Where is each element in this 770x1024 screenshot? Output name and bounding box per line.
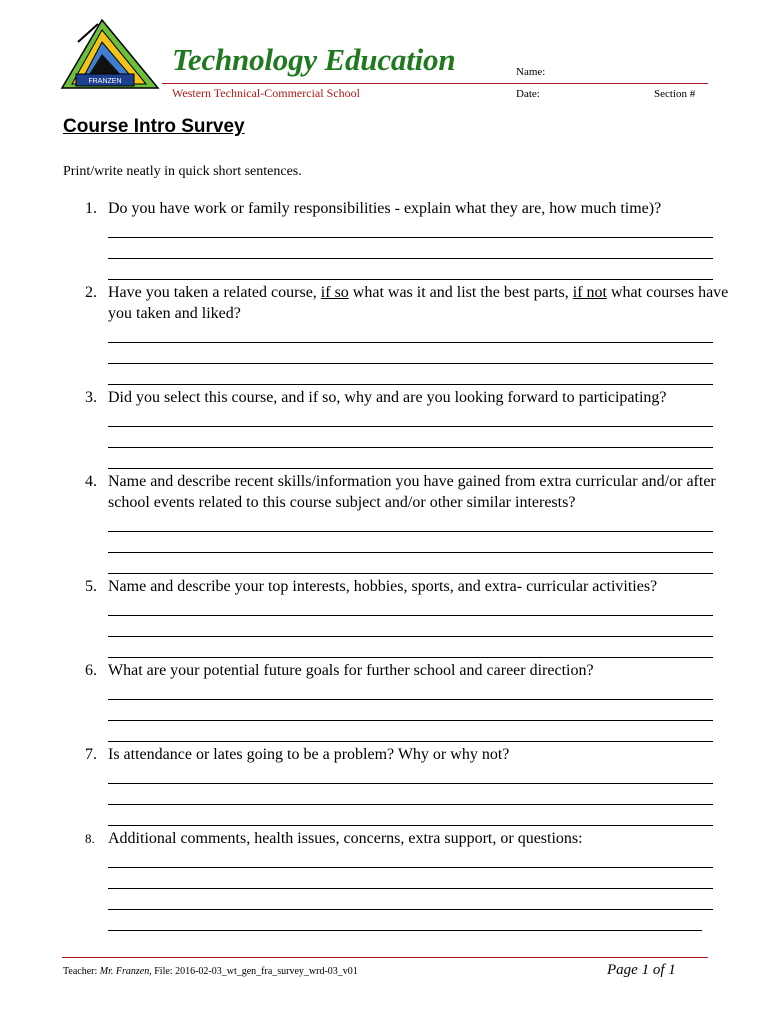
date-label: Date: <box>516 88 540 100</box>
answer-line[interactable] <box>108 240 735 261</box>
answer-line[interactable] <box>108 534 735 555</box>
answer-line[interactable] <box>108 429 735 450</box>
school-logo <box>58 18 162 92</box>
answer-line[interactable] <box>108 849 735 870</box>
question-text: Additional comments, health issues, concerns, extra support, or questions: <box>108 830 583 847</box>
answer-line[interactable] <box>108 597 735 618</box>
answer-line[interactable] <box>108 366 735 387</box>
answer-line[interactable] <box>108 870 735 891</box>
question-4 <box>85 471 735 576</box>
answer-line[interactable] <box>108 891 735 912</box>
answer-line[interactable] <box>108 618 735 639</box>
answer-line[interactable] <box>108 450 735 471</box>
question-text: Do you have work or family responsibilities - explain what they are, how much time)? <box>108 200 662 217</box>
question-number: 7. <box>85 746 97 763</box>
answer-line[interactable] <box>108 786 735 807</box>
document-title: Course Intro Survey <box>63 116 245 137</box>
question-number: 6. <box>85 662 97 679</box>
answer-line[interactable] <box>108 765 735 786</box>
question-3 <box>85 387 735 471</box>
question-text-part: what was it and list the best parts, <box>348 284 573 301</box>
answer-line[interactable] <box>108 807 735 828</box>
answer-line[interactable] <box>108 345 735 366</box>
question-text: Is attendance or lates going to be a problem? Why or why not? <box>108 746 510 763</box>
teacher-label: Teacher: <box>63 966 100 977</box>
answer-line[interactable] <box>108 324 735 345</box>
answer-line[interactable] <box>108 408 735 429</box>
underlined-phrase: if not <box>572 284 607 301</box>
question-8 <box>85 828 735 933</box>
question-text-part: Have you taken a related course, <box>108 284 321 301</box>
footer-divider <box>62 957 708 958</box>
question-6 <box>85 660 735 744</box>
question-5 <box>85 576 735 660</box>
question-text: Name and describe your top interests, hobbies, sports, and extra- curricular activities? <box>108 578 658 595</box>
teacher-name: Mr. Franzen <box>99 966 150 977</box>
underlined-phrase: if so <box>320 284 349 301</box>
answer-line[interactable] <box>108 702 735 723</box>
answer-line[interactable] <box>108 219 735 240</box>
question-number: 2. <box>85 284 97 301</box>
answer-line[interactable] <box>108 723 735 744</box>
header-title: Technology Education <box>172 42 456 77</box>
question-7 <box>85 744 735 828</box>
question-1 <box>85 198 735 282</box>
answer-line[interactable] <box>108 555 735 576</box>
question-text: Did you select this course, and if so, why and are you looking forward to participating? <box>108 389 667 406</box>
answer-line[interactable] <box>108 513 735 534</box>
question-number: 5. <box>85 578 97 595</box>
question-number: 3. <box>85 389 97 406</box>
answer-line[interactable] <box>108 912 735 933</box>
question-text: Name and describe recent skills/information you have gained from extra curricular and/or after school events related to this course subject and/or other similar interests? <box>108 473 716 511</box>
header-divider <box>162 83 708 84</box>
footer-info <box>63 966 358 977</box>
question-number: 4. <box>85 473 97 490</box>
question-text-part: what courses have you taken and liked? <box>108 284 729 322</box>
answer-line[interactable] <box>108 639 735 660</box>
question-number: 8. <box>85 831 95 846</box>
question-text: What are your potential future goals for further school and career direction? <box>108 662 594 679</box>
file-name: , File: 2016-02-03_wt_gen_fra_survey_wrd-03_v01 <box>149 966 358 977</box>
section-label: Section # <box>654 88 696 100</box>
name-label: Name: <box>516 66 546 78</box>
question-2 <box>85 282 735 387</box>
school-name: Western Technical-Commercial School <box>172 86 360 100</box>
question-number: 1. <box>85 200 97 217</box>
answer-line[interactable] <box>108 681 735 702</box>
question-list <box>85 198 735 933</box>
page-number: Page 1 of 1 <box>607 962 676 978</box>
logo-text: FRANZEN <box>88 78 122 85</box>
answer-line[interactable] <box>108 261 735 282</box>
question-text <box>108 282 735 324</box>
instructions: Print/write neatly in quick short sentences. <box>63 164 302 179</box>
